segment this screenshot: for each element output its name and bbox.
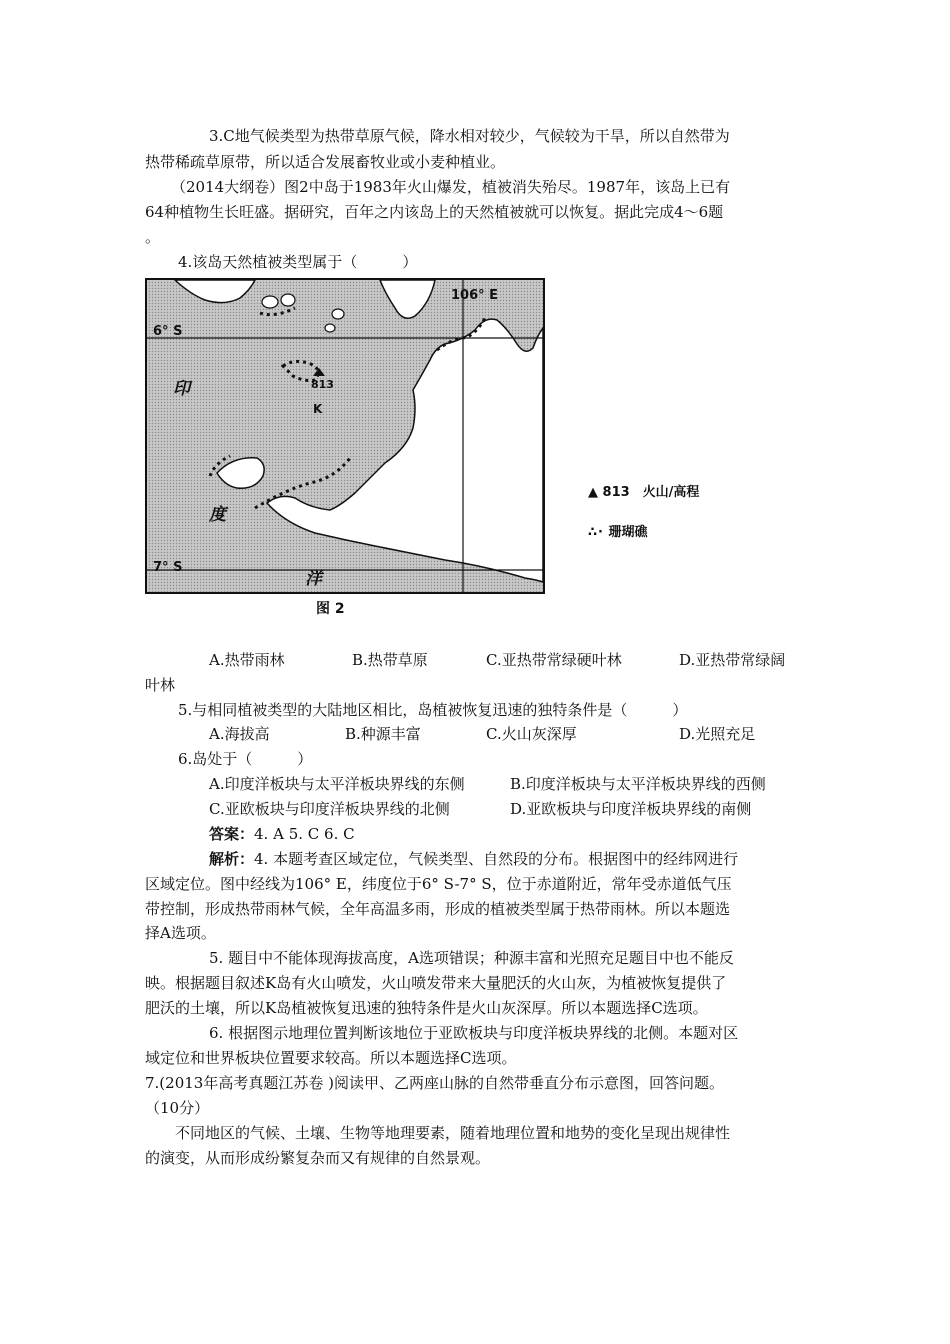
analysis-6-line-2: 域定位和世界板块位置要求较高。所以本题选择C选项。	[145, 1049, 517, 1067]
analysis-4-line-4: 择A选项。	[145, 924, 216, 942]
analysis-5-line-3: 肥沃的土壤，所以K岛植被恢复迅速的独特条件是火山灰深厚。所以本题选择C选项。	[145, 999, 708, 1017]
analysis-5-line-2: 映。根据题目叙述K岛有火山喷发，火山喷发带来大量肥沃的火山灰，为植被恢复提供了	[145, 974, 727, 992]
q7-line-1: 7.(2013年高考真题江苏卷 )阅读甲、乙两座山脉的自然带垂直分布示意图，回答问题。	[145, 1074, 724, 1092]
islet	[332, 309, 344, 319]
q5-stem: 5.与相同植被类型的大陆地区相比，岛植被恢复迅速的独特条件是（ ）	[178, 701, 688, 719]
q6-option-b: B.印度洋板块与太平洋板块界线的西侧	[510, 775, 766, 793]
sea-label-du: 度	[209, 505, 226, 525]
lat-label-top: 6° S	[153, 324, 183, 339]
analysis-4-line-3: 带控制，形成热带雨林气候，全年高温多雨，形成的植被类型属于热带雨林。所以本题选	[145, 900, 731, 918]
island-k-label: K	[313, 402, 323, 416]
islet	[262, 296, 278, 308]
q7-line-3: 不同地区的气候、土壤、生物等地理要素，随着地理位置和地势的变化呈现出规律性	[175, 1124, 731, 1142]
q4-option-d-cont: 叶林	[145, 676, 176, 694]
islet	[325, 324, 335, 332]
q6-option-d: D.亚欧板块与印度洋板块界线的南侧	[510, 800, 752, 818]
intro-line-1: （2014大纲卷）图2中岛于1983年火山爆发，植被消失殆尽。1987年，该岛上已有	[171, 178, 731, 196]
analysis-5-line-1: 5. 题目中不能体现海拔高度，A选项错误；种源丰富和光照充足题目中也不能反	[209, 949, 734, 967]
volcano-elevation: 813	[311, 378, 334, 391]
q4-option-a: A.热带雨林	[209, 651, 285, 669]
q7-line-4: 的演变，从而形成纷繁复杂而又有规律的自然景观。	[145, 1149, 491, 1167]
q3-line-2: 热带稀疏草原带，所以适合发展畜牧业或小麦种植业。	[145, 153, 506, 171]
sea-label-yin: 印	[173, 379, 190, 399]
answer-label: 答案：	[209, 825, 255, 843]
map-figure-2	[145, 278, 545, 598]
legend-volcano: ▲ 813 火山/高程	[588, 485, 700, 500]
lon-label: 106° E	[451, 288, 499, 303]
sea-label-yang: 洋	[305, 569, 322, 589]
analysis-6-line-1: 6. 根据图示地理位置判断该地位于亚欧板块与印度洋板块界线的北侧。本题对区	[209, 1024, 739, 1042]
islet	[281, 294, 295, 306]
analysis-label: 解析：	[209, 850, 255, 868]
legend-reef: ∴· 珊瑚礁	[588, 525, 648, 540]
q5-option-b: B.种源丰富	[345, 725, 421, 743]
q7-line-2: （10分）	[145, 1099, 210, 1117]
analysis-4-line-1: 解析：4. 本题考查区域定位，气候类型、自然段的分布。根据图中的经纬网进行	[209, 850, 739, 868]
volcano-legend-icon: ▲	[588, 485, 598, 500]
q5-option-c: C.火山灰深厚	[486, 725, 577, 743]
q6-stem: 6.岛处于（ ）	[178, 750, 313, 768]
map-svg	[145, 278, 545, 598]
intro-line-2: 64种植物生长旺盛。据研究，百年之内该岛上的天然植被就可以恢复。据此完成4～6题	[145, 203, 724, 221]
reef-legend-icon: ∴·	[588, 525, 604, 540]
figure-caption: 图 2	[316, 601, 345, 617]
intro-line-3: 。	[145, 228, 161, 246]
answer-line	[209, 822, 355, 847]
q4-option-c: C.亚热带常绿硬叶林	[486, 651, 622, 669]
q4-option-b: B.热带草原	[352, 651, 428, 669]
answer-text: 4. A 5. C 6. C	[254, 825, 355, 843]
q4-stem: 4.该岛天然植被类型属于（ ）	[178, 253, 418, 271]
q3-line-1: 3.C地气候类型为热带草原气候，降水相对较少，气候较为干旱，所以自然带为	[209, 127, 730, 145]
q5-option-d: D.光照充足	[679, 725, 756, 743]
q5-option-a: A.海拔高	[209, 725, 270, 743]
q6-option-c: C.亚欧板块与印度洋板块界线的北侧	[209, 800, 450, 818]
lat-label-bottom: 7° S	[153, 560, 183, 575]
analysis-4-line-2: 区域定位。图中经线为106° E，纬度位于6° S-7° S，位于赤道附近，常年受赤道低气压	[145, 875, 732, 893]
q4-option-d: D.亚热带常绿阔	[679, 651, 786, 669]
q6-option-a: A.印度洋板块与太平洋板块界线的东侧	[209, 775, 465, 793]
